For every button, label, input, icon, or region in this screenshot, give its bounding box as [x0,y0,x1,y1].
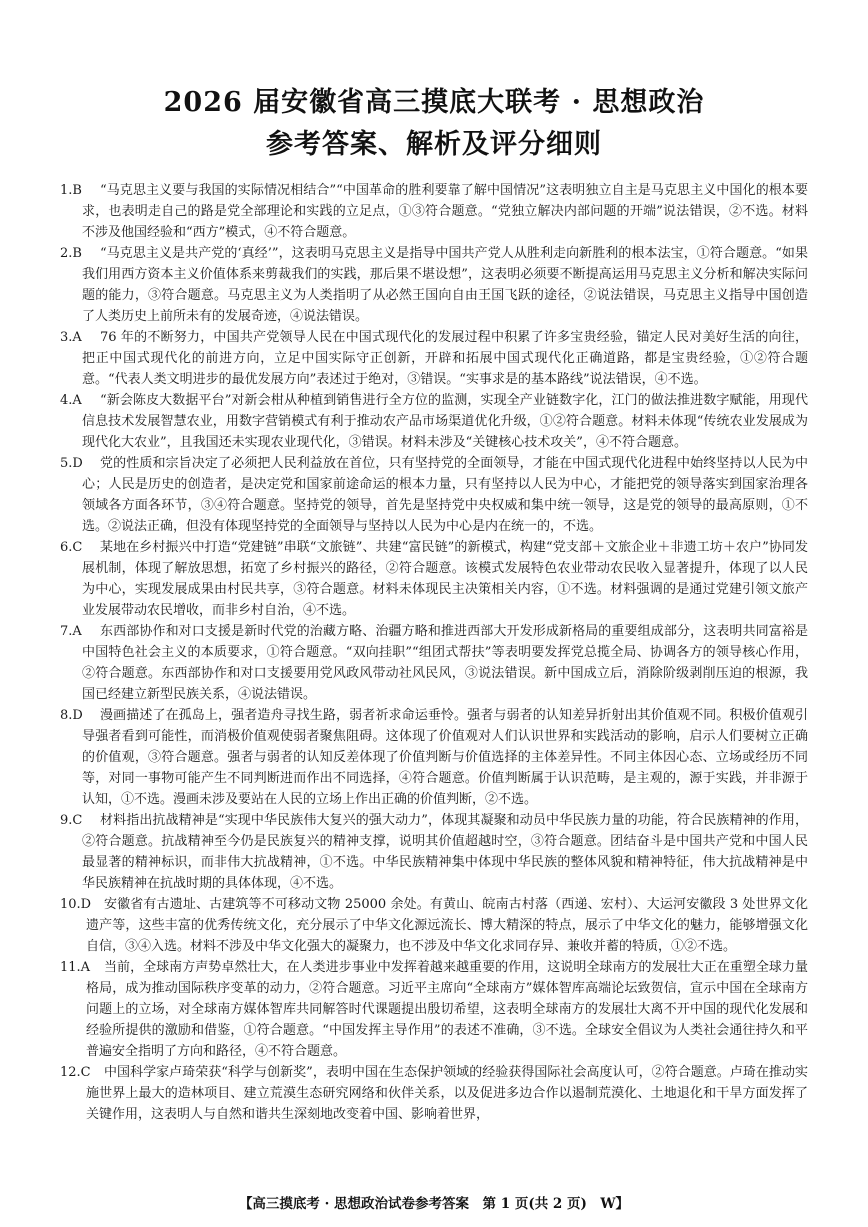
answer-explanation: 党的性质和宗旨决定了必须把人民利益放在首位，只有坚持党的全面领导，才能在中国式现代化进程中始终坚持以人民为中心；人民是历史的创造者，是决定党和国家前途命运的根本力量，只有坚持以人民为中心，才能把党的领导落实到国家治理各领域各方面各环节，③④符合题意。坚持党的领导，首先是坚持党中央权威和集中统一领导，这是党的领导的最高原则，①不选。②说法正确，但没有体现坚持党的全面领导与坚持以人民为中心是内在统一的，不选。 [82,456,808,534]
answer-number: 10.D [60,897,92,912]
answer-item [60,894,808,957]
answer-number: 8.D [60,708,83,723]
document-subtitle: 参考答案、解析及评分细则 [266,129,602,160]
answer-item [60,957,808,1062]
answer-number: 4.A [60,393,82,408]
answer-explanation: 当前，全球南方声势卓然壮大，在人类进步事业中发挥着越来越重要的作用，这说明全球南方的发展壮大正在重塑全球力量格局，成为推动国际秩序变革的动力，②符合题意。习近平主席向“全球南方”媒体智库高端论坛致贺信，宣示中国在全球南方问题上的立场，对全球南方媒体智库共同解答时代课题提出殷切希望，这表明全球南方的发展壮大离不开中国的现代化发展和经验所提供的激励和借鉴，①符合题意。“中国发挥主导作用”的表述不准确，③不选。全球安全倡议为人类社会通往持久和平普遍安全指明了方向和路径，④不符合题意。 [86,960,808,1059]
answer-explanation: 某地在乡村振兴中打造“党建链”串联“文旅链”、共建“富民链”的新模式，构建“党支部＋文旅企业＋非遗工坊＋农户”协同发展机制，体现了解放思想，拓宽了乡村振兴的路径，②符合题意。该模式发展特色农业带动农民收入显著提升，体现了以人民为中心，实现发展成果由村民共享，③符合题意。材料未体现民主决策相关内容，①不选。材料强调的是通过党建引领文旅产业发展带动农民增收，而非乡村自治，④不选。 [82,540,808,618]
answer-explanation: “马克思主义要与我国的实际情况相结合”“中国革命的胜利要靠了解中国情况”这表明独立自主是马克思主义中国化的根本要求，也表明走自己的路是党全部理论和实践的立足点，①③符合题意。“党独立解决内部问题的开端”说法错误，②不选。材料不涉及他国经验和“西方”模式，④不符合题意。 [82,183,808,240]
answer-number: 12.C [60,1065,91,1080]
answer-number: 6.C [60,540,83,555]
answer-explanation: 漫画描述了在孤岛上，强者造舟寻找生路，弱者祈求命运垂怜。强者与弱者的认知差异折射出其价值观不同。积极价值观引导强者看到可能性，而消极价值观使弱者聚焦阻碍。这体现了价值观对人们认识世界和实践活动的影响，启示人们要树立正确的价值观，③符合题意。强者与弱者的认知反差体现了价值判断与价值选择的主体差异性。不同主体因心态、立场或经历不同等，对同一事物可能产生不同判断进而作出不同选择，④符合题意。价值判断属于认识范畴，是主观的，源于实践，并非源于认知，①不选。漫画未涉及要站在人民的立场上作出正确的价值判断，②不选。 [82,708,808,807]
answer-item [60,327,808,390]
answer-explanation: “马克思主义是共产党的‘真经’”，这表明马克思主义是指导中国共产党人从胜利走向新胜利的根本法宝，①符合题意。“如果我们用西方资本主义价值体系来剪裁我们的实践，那后果不堪设想”，这表明必须要不断提高运用马克思主义分析和解决实际问题的能力，③符合题意。马克思主义为人类指明了从必然王国向自由王国飞跃的途径，②说法错误，马克思主义指导中国创造了人类历史上前所未有的发展奇迹，④说法错误。 [82,246,808,324]
answer-item [60,705,808,810]
answer-item [60,453,808,537]
answer-item [60,180,808,243]
page-footer: 【高三摸底考 · 思想政治试卷参考答案 第 1 页(共 2 页) W】 [238,1196,630,1212]
answer-item [60,390,808,453]
answer-item [60,537,808,621]
document-title: 2026 届安徽省高三摸底大联考 · 思想政治 [163,87,705,118]
answer-number: 1.B [60,183,82,198]
answer-number: 9.C [60,813,83,828]
answer-explanation: 东西部协作和对口支援是新时代党的治藏方略、治疆方略和推进西部大开发形成新格局的重要组成部分，这表明共同富裕是中国特色社会主义的本质要求，①符合题意。“双向挂职”“组团式帮扶”等表明要发挥党总揽全局、协调各方的领导核心作用，②符合题意。东西部协作和对口支援要用党风政风带动社风民风，③说法错误。新中国成立后，消除阶级剥削压迫的根源，我国已经建立新型民族关系，④说法错误。 [82,624,808,702]
answer-explanation: 安徽省有古遗址、古建筑等不可移动文物 25000 余处。有黄山、皖南古村落（西递、宏村）、大运河安徽段 3 处世界文化遗产等，这些丰富的优秀传统文化，充分展示了中华文化源远流长、博大精深的特点，展示了中华文化的魅力，能够增强文化自信，③④入选。材料不涉及中华文化强大的凝聚力，也不涉及中华文化求同存异、兼收并蓄的特质，①②不选。 [86,897,808,954]
answer-number: 5.D [60,456,83,471]
answer-explanation: 76 年的不断努力，中国共产党领导人民在中国式现代化的发展过程中积累了许多宝贵经验，锚定人民对美好生活的向往，把正中国式现代化的前进方向，立足中国实际守正创新，开辟和拓展中国式现代化正确道路，都是宝贵经验，①②符合题意。“代表人类文明进步的最优发展方向”表述过于绝对，③错误。“实事求是的基本路线”说法错误，④不选。 [82,330,808,387]
answer-number: 3.A [60,330,82,345]
answer-number: 7.A [60,624,82,639]
answer-item [60,1062,808,1125]
answer-item [60,621,808,705]
answer-list [60,180,808,1125]
answer-explanation: “新会陈皮大数据平台”对新会柑从种植到销售进行全方位的监测，实现全产业链数字化，江门的做法推进数字赋能，用现代信息技术发展智慧农业，用数字营销模式有利于推动农产品市场渠道优化升级，①②符合题意。材料未体现“传统农业发展成为现代化大农业”，且我国还未实现农业现代化，③错误。材料未涉及“关键核心技术攻关”，④不符合题意。 [82,393,808,450]
answer-number: 2.B [60,246,82,261]
answer-item [60,243,808,327]
answer-number: 11.A [60,960,91,975]
answer-item [60,810,808,894]
answer-explanation: 中国科学家卢琦荣获“科学与创新奖”，表明中国在生态保护领域的经验获得国际社会高度认可，②符合题意。卢琦在推动实施世界上最大的造林项目、建立荒漠生态研究网络和伙伴关系，以及促进多边合作以遏制荒漠化、土地退化和干旱方面发挥了关键作用，这表明人与自然和谐共生深刻地改变着中国、影响着世界， [86,1065,808,1122]
answer-explanation: 材料指出抗战精神是“实现中华民族伟大复兴的强大动力”，体现其凝聚和动员中华民族力量的功能，符合民族精神的作用，②符合题意。抗战精神至今仍是民族复兴的精神支撑，说明其价值超越时空，③符合题意。团结奋斗是中国共产党和中国人民最显著的精神标识，而非伟大抗战精神，①不选。中华民族精神集中体现中华民族的整体风貌和精神特征，伟大抗战精神是中华民族精神在抗战时期的具体体现，④不选。 [82,813,808,891]
